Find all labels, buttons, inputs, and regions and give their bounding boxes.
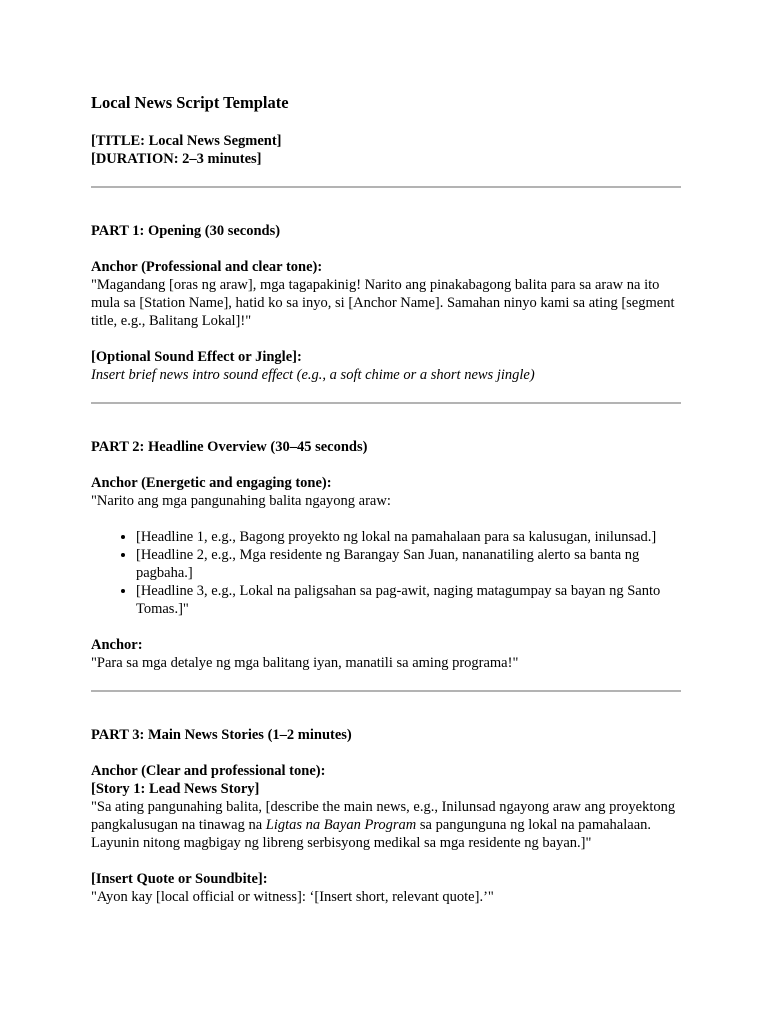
- part3-quote-label: [Insert Quote or Soundbite]:: [91, 871, 268, 887]
- section-divider: [91, 690, 681, 692]
- part2-anchor-intro: "Narito ang mga pangunahing balita ngayong araw:: [91, 493, 391, 509]
- part2-heading: PART 2: Headline Overview (30–45 seconds): [91, 439, 368, 455]
- document-content: [91, 92, 681, 906]
- part3-story-label: [Story 1: Lead News Story]: [91, 781, 260, 797]
- meta-title: [TITLE: Local News Segment]: [91, 133, 282, 149]
- part2-anchor-label: Anchor (Energetic and engaging tone):: [91, 475, 332, 491]
- part2-anchor2-label: Anchor:: [91, 637, 143, 653]
- part1-heading: PART 1: Opening (30 seconds): [91, 223, 281, 239]
- headline-list: [91, 528, 681, 618]
- part3-heading: PART 3: Main News Stories (1–2 minutes): [91, 727, 352, 743]
- part1-sfx-text: Insert brief news intro sound effect (e.g., a soft chime or a short news jingle): [91, 367, 535, 383]
- section-divider: [91, 186, 681, 188]
- part3-anchor-label: Anchor (Clear and professional tone):: [91, 763, 326, 779]
- part2-anchor2-text: "Para sa mga detalye ng mga balitang iyan, manatili sa aming programa!": [91, 655, 519, 671]
- story-text-b: sa pangunguna ng lokal na pamahalaan. Layunin nitong magbigay ng libreng serbisyong medikal sa mga residente ng bayan.]": [91, 817, 652, 851]
- section-divider: [91, 402, 681, 404]
- story-text-a: "Sa ating pangunahing balita, [describe the main news, e.g., Inilunsad ngayong araw ang proyektong pangkalusugan na tinawag na: [91, 799, 676, 833]
- part1-anchor-label: Anchor (Professional and clear tone):: [91, 259, 323, 275]
- program-name: Ligtas na Bayan Program: [265, 817, 417, 833]
- headline-item: • [Headline 3, e.g., Lokal na paligsahan sa pag-awit, naging matagumpay sa bayan ng Santo Tomas.]": [136, 582, 681, 618]
- document-title: Local News Script Template: [91, 93, 289, 112]
- part3-story-text: [91, 798, 681, 852]
- part1-anchor-text: "Magandang [oras ng araw], mga tagapakinig! Narito ang pinakabagong balita para sa araw na ito mula sa [Station Name], hatid ko sa inyo, si [Anchor Name]. Samahan ninyo kami sa ating [segment title, e.g., Balitang Lokal]!": [91, 277, 675, 329]
- headline-item: • [Headline 2, e.g., Mga residente ng Barangay San Juan, nananatiling alerto sa banta ng pagbaha.]: [136, 546, 681, 582]
- part3-quote-text: "Ayon kay [local official or witness]: ‘[Insert short, relevant quote].’": [91, 889, 494, 905]
- headline-item: • [Headline 1, e.g., Bagong proyekto ng lokal na pamahalaan para sa kalusugan, inilunsad.]: [136, 528, 681, 546]
- meta-duration: [DURATION: 2–3 minutes]: [91, 151, 262, 167]
- part1-sfx-label: [Optional Sound Effect or Jingle]:: [91, 349, 302, 365]
